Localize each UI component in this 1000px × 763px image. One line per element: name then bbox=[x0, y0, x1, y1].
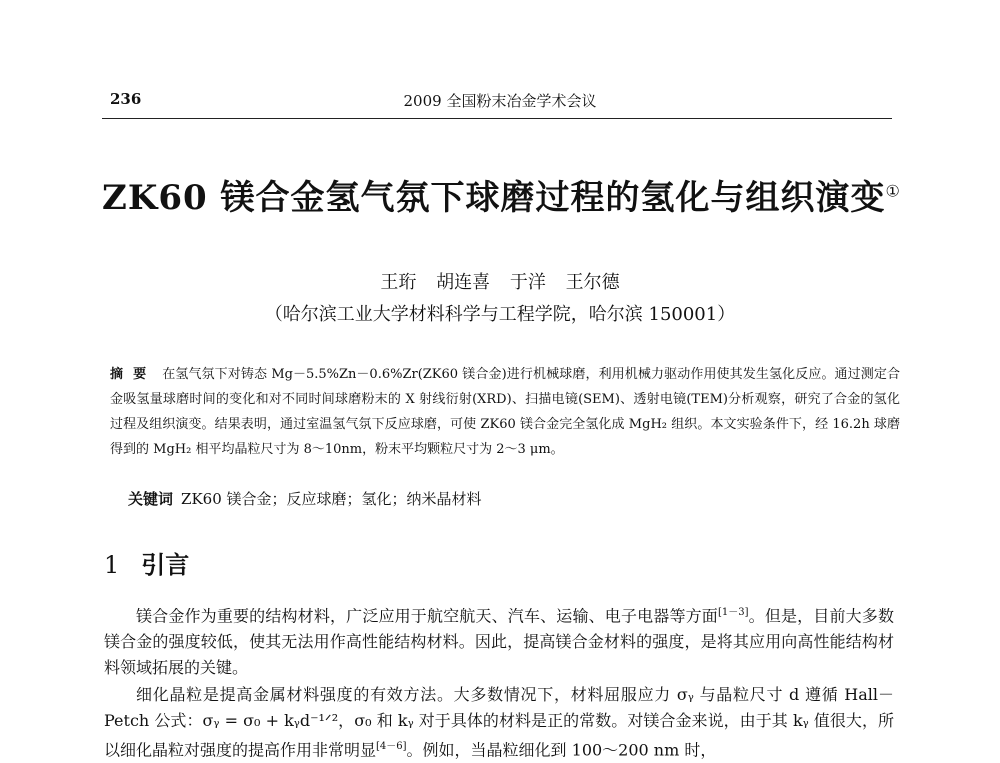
paper-title bbox=[102, 170, 902, 219]
paragraph-1 bbox=[104, 600, 894, 681]
section-heading bbox=[104, 545, 189, 580]
affiliation: （哈尔滨工业大学材料科学与工程学院，哈尔滨 150001） bbox=[264, 304, 736, 325]
citation-2: [4－6] bbox=[376, 741, 407, 752]
section-number: 1 bbox=[104, 551, 120, 579]
title-footnote-mark: ① bbox=[885, 181, 901, 201]
abstract-text: 在氢气氛下对铸态 Mg－5.5%Zn－0.6%Zr(ZK60 镁合金)进行机械球磨，利用机械力驱动作用使其发生氢化反应。通过测定合金吸氢量球磨时间的变化和对不同时间球磨粉末的 X 射线衍射(XRD)、扫描电镜(SEM)、透射电镜(TEM)分析观察，研究了合金的氢化过程及组织演变。结果表明，通过室温氢气氛下反应球磨，可使 ZK60 镁合金完全氢化成 MgH₂ 组织。本文实验条件下，经 16.2h 球磨得到的 MgH₂ 相平均晶粒尺寸为 8～10nm，粉末平均颗粒尺寸为 2～3 μm。 bbox=[110, 367, 900, 457]
authors: 王珩 胡连喜 于洋 王尔德 bbox=[380, 272, 620, 293]
abstract bbox=[110, 362, 900, 462]
keywords bbox=[128, 488, 898, 509]
paragraph-1-text-a: 镁合金作为重要的结构材料，广泛应用于航空航天、汽车、运输、电子电器等方面 bbox=[136, 606, 718, 626]
paragraph-2-text-b: 。例如，当晶粒细化到 100～200 nm 时， bbox=[406, 740, 717, 760]
paper-title-text: ZK60 镁合金氢气氛下球磨过程的氢化与组织演变 bbox=[102, 178, 886, 218]
citation-1: [1－3] bbox=[717, 607, 749, 618]
paragraph-1-text-b: 。但是，目前大多数镁合金的强度较低，使其无法用作高性能结构材料。因此，提高镁合金材料的强度，是将其应用向高性能结构材料领域拓展的关键。 bbox=[104, 606, 894, 678]
running-title: 2009 全国粉末冶金学术会议 bbox=[403, 92, 597, 110]
header-rule bbox=[102, 118, 892, 119]
keywords-text: ZK60 镁合金；反应球磨；氢化；纳米晶材料 bbox=[181, 490, 482, 508]
keywords-label: 关键词 bbox=[128, 490, 174, 508]
abstract-label: 摘要 bbox=[110, 367, 157, 382]
paragraph-2-text-a: 细化晶粒是提高金属材料强度的有效方法。大多数情况下，材料屈服应力 σᵧ 与晶粒尺寸 d 遵循 Hall－Petch 公式：σᵧ = σ₀ + kᵧd⁻¹ᐟ²，σ₀ 和 kᵧ 对于具体的材料是正的常数。对镁合金来说，由于其 kᵧ 值很大，所以细化晶粒对强度的提高作用非常明显 bbox=[104, 685, 894, 760]
section-title: 引言 bbox=[141, 550, 190, 579]
paragraph-2 bbox=[104, 682, 894, 763]
page-number: 236 bbox=[110, 90, 142, 108]
